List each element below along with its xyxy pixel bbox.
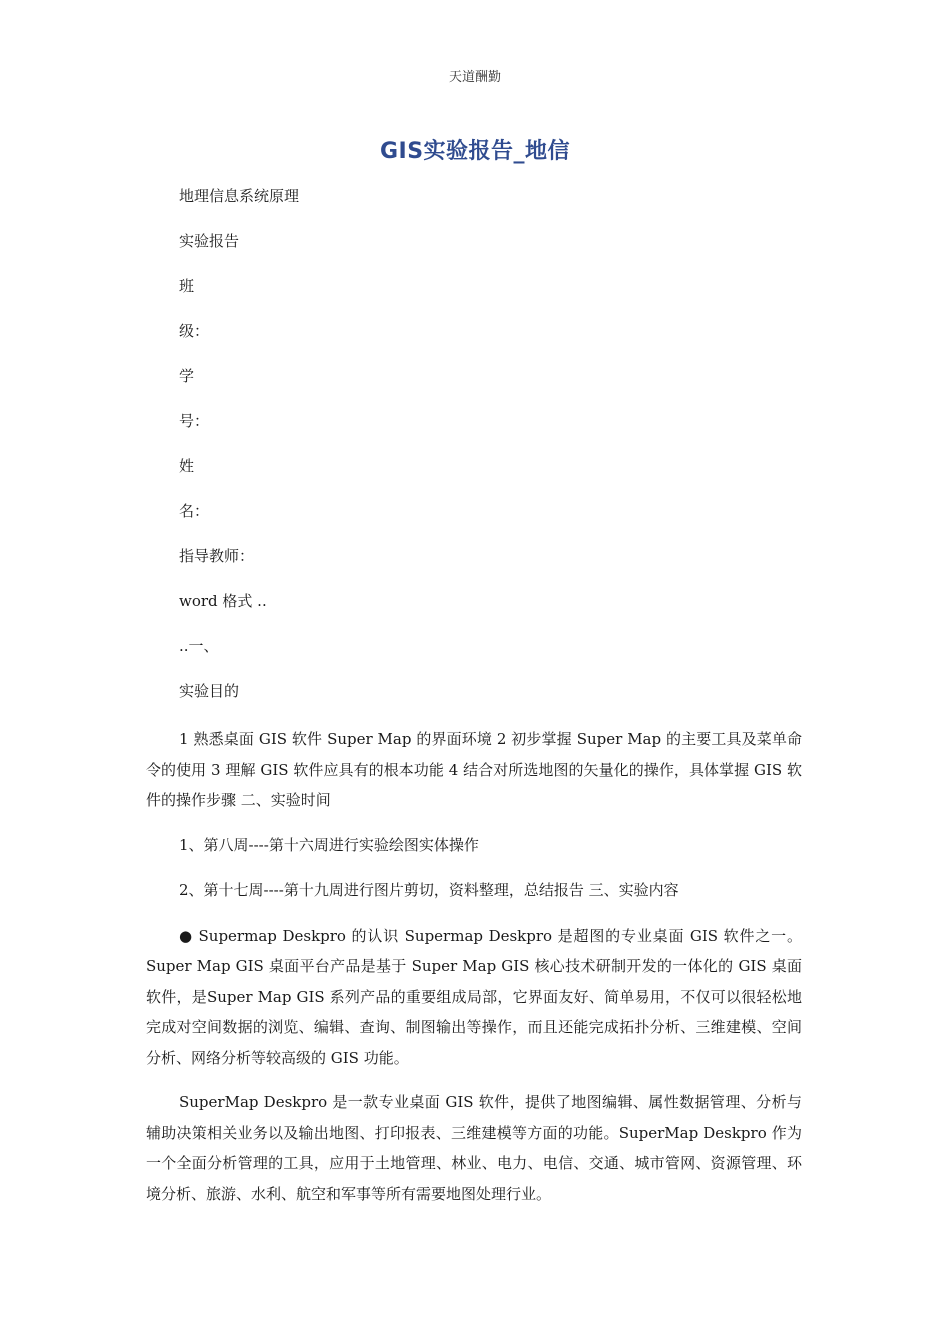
advisor-label: 指导教师： — [179, 547, 255, 565]
subject-line: 地理信息系统原理 — [179, 187, 300, 205]
document-body — [146, 184, 802, 1223]
section-number-one: ..一、 — [179, 637, 219, 655]
document-title: GIS实验报告_地信 — [379, 139, 571, 164]
student-id-label-part1: 学 — [179, 367, 195, 385]
report-label: 实验报告 — [179, 232, 240, 250]
student-id-label-part2: 号： — [179, 412, 210, 430]
paragraph-supermap-intro: ● Supermap Deskpro 的认识 Supermap Deskpro 是超图的专业桌面 GIS 软件之一。Super Map GIS 桌面平台产品是基于 Super Map GIS 核心技术研制开发的一体化的 GIS 桌面软件，是Super Map GIS 系列产品的重要组成局部，它界面友好、简单易用，不仅可以很轻松地完成对空间数据的浏览、编辑、查询、制图输出等操作，而且还能完成拓扑分析、三维建模、空间分析、网络分析等较高级的 GIS 功能。 — [146, 926, 802, 1067]
name-label-part1: 姓 — [179, 457, 195, 475]
name-label-part2: 名： — [179, 502, 210, 520]
paragraph-schedule-2: 2、第十七周----第十九周进行图片剪切，资料整理，总结报告 三、实验内容 — [179, 881, 679, 899]
class-label-part1: 班 — [179, 277, 195, 295]
paragraph-supermap-features: SuperMap Deskpro 是一款专业桌面 GIS 软件，提供了地图编辑、属性数据管理、分析与辅助决策相关业务以及输出地图、打印报表、三维建模等方面的功能。SuperMap Deskpro 作为一个全面分析管理的工具，应用于土地管理、林业、电力、电信、交通、城市管网、资源管理、环境分析、旅游、水利、航空和军事等所有需要地图处理行业。 — [146, 1093, 802, 1203]
section-heading-purpose: 实验目的 — [179, 682, 240, 700]
format-note: word 格式 .. — [179, 592, 267, 610]
page-header: 天道酬勤 — [448, 70, 501, 85]
class-label-part2: 级： — [179, 322, 210, 340]
paragraph-purpose: 1 熟悉桌面 GIS 软件 Super Map 的界面环境 2 初步掌握 Super Map 的主要工具及菜单命令的使用 3 理解 GIS 软件应具有的根本功能 4 结合对所选地图的矢量化的操作，具体掌握 GIS 软件的操作步骤 二、实验时间 — [146, 730, 802, 809]
paragraph-schedule-1: 1、第八周----第十六周进行实验绘图实体操作 — [179, 835, 479, 854]
